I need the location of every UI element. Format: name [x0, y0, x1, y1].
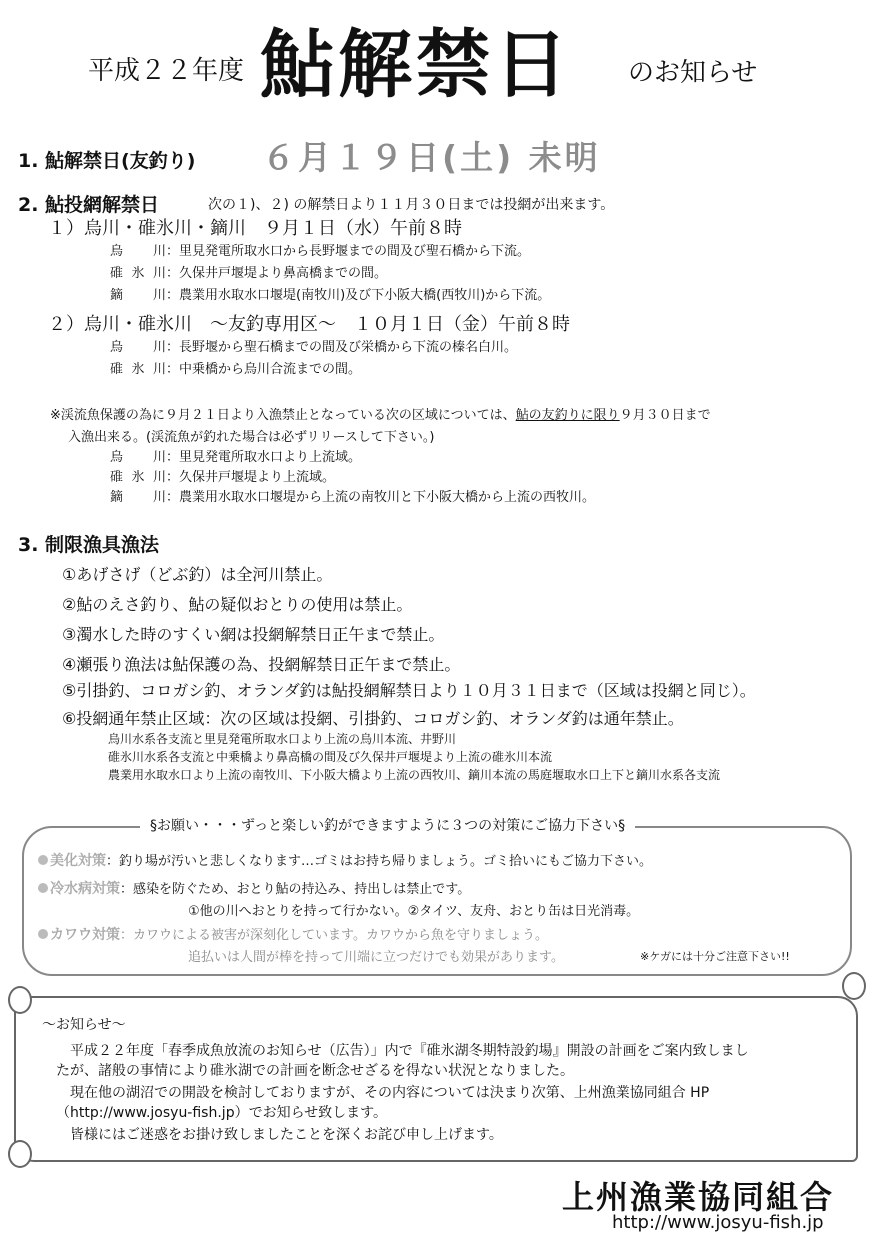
section1-heading: 1. 鮎解禁日(友釣り): [18, 150, 196, 172]
org-name: 上州漁業協同組合: [562, 1178, 835, 1216]
period2-row: 烏 川：長野堰から聖石橋までの間及び栄橋から下流の榛名白川。: [110, 340, 518, 355]
info-line: 現在他の湖沼での開設を検討しておりますが、その内容については決まり次第、上州漁業協同組合 HP: [70, 1085, 710, 1101]
area-line: 烏川水系各支流と里見発電所取水口より上流の烏川本流、井野川: [108, 732, 457, 746]
notice-row: 碓氷川：久保井戸堰堤より上流域。: [110, 470, 336, 485]
title-prefix: 平成２２年度: [88, 56, 245, 86]
title-suffix: のお知らせ: [628, 58, 758, 88]
rule-item: ①あげさげ（どぶ釣）は全河川禁止。: [62, 565, 333, 584]
bullet-icon: [38, 883, 48, 893]
scroll-curl-icon: [842, 972, 866, 1000]
request-line: ①他の川へおとりを持って行かない。②タイツ、友舟、おとり缶は日光消毒。: [188, 904, 640, 919]
period1-row: 鏑 川：農業用水取水口堰堤(南牧川)及び下小阪大橋(西牧川)から下流。: [110, 288, 551, 303]
scroll-curl-icon: [8, 1140, 32, 1168]
info-line: 平成２２年度「春季成魚放流のお知らせ（広告）」内で『碓氷湖冬期特設釣場』開設の計画をご案内致しまし: [70, 1043, 749, 1059]
section1-date: ６月１９日(土) 未明: [262, 138, 601, 177]
rule-item: ⑥投網通年禁止区域：次の区域は投網、引掛釣、コロガシ釣、オランダ釣は通年禁止。: [62, 709, 684, 728]
area-line: 農業用水取水口より上流の南牧川、下小阪大橋より上流の西牧川、鏑川本流の馬庭堰取水口上下と鏑川水系各支流: [108, 768, 721, 782]
period1-row: 碓氷川：久保井戸堰堤より鼻高橋までの間。: [110, 266, 388, 281]
section2-heading: 2. 鮎投網解禁日: [18, 194, 160, 216]
period1-heading: １）烏川・碓氷川・鏑川 ９月１日（水）午前８時: [48, 218, 462, 239]
info-title: ～お知らせ～: [42, 1017, 126, 1033]
page-title: 鮎解禁日: [260, 22, 572, 108]
rule-item: ③濁水した時のすくい網は投網解禁日正午まで禁止。: [62, 625, 445, 644]
section2-note: 次の１)、２) の解禁日より１１月３０日までは投網が出来ます。: [208, 197, 615, 213]
rule-item: ⑤引掛釣、コロガシ釣、オランダ釣は鮎投網解禁日より１０月３１日まで（区域は投網と同じ）。: [62, 681, 756, 700]
notice-row: 鏑 川：農業用水取水口堰堤から上流の南牧川と下小阪大橋から上流の西牧川。: [110, 490, 596, 505]
info-line: たが、諸般の事情により碓氷湖での計画を断念せざるを得ない状況となりました。: [56, 1063, 574, 1079]
rule-item: ②鮎のえさ釣り、鮎の疑似おとりの使用は禁止。: [62, 595, 413, 614]
info-line: 皆様にはご迷惑をお掛け致しましたことを深くお詫び申し上げます。: [70, 1127, 503, 1143]
notice-line: ※渓流魚保護の為に９月２１日より入漁禁止となっている次の区域については、鮎の友釣りに限り９月３０日まで: [50, 408, 711, 423]
section3-heading: 3. 制限漁具漁法: [18, 534, 160, 556]
bullet-icon: [38, 929, 48, 939]
request-line: 追払いは人間が棒を持って川端に立つだけでも効果があります。: [188, 950, 564, 965]
bullet-icon: [38, 855, 48, 865]
request-item-reisui: 冷水病対策：感染を防ぐため、おとり鮎の持込み、持出しは禁止です。: [38, 878, 470, 898]
period1-row: 烏 川：里見発電所取水口から長野堰までの間及び聖石橋から下流。: [110, 244, 531, 259]
notice-row: 烏 川：里見発電所取水口より上流域。: [110, 450, 362, 465]
rule-item: ④瀬張り漁法は鮎保護の為、投網解禁日正午まで禁止。: [62, 655, 461, 674]
period2-heading: ２）烏川・碓氷川 ～友釣専用区～ １０月１日（金）午前８時: [48, 314, 570, 335]
request-item-bika: 美化対策：釣り場が汚いと悲しくなります…ゴミはお持ち帰りましょう。ゴミ拾いにもご協力下さい。: [38, 850, 652, 870]
org-url[interactable]: http://www.josyu-fish.jp: [612, 1212, 824, 1233]
area-line: 碓氷川水系各支流と中乗橋より鼻高橋の間及び久保井戸堰堤より上流の碓氷川本流: [108, 750, 553, 764]
period2-row: 碓氷川：中乗橋から烏川合流までの間。: [110, 362, 362, 377]
request-item-kawau: カワウ対策：カワウによる被害が深刻化しています。カワウから魚を守りましょう。: [38, 924, 548, 944]
scroll-curl-icon: [8, 986, 32, 1014]
info-line: （http://www.josyu-fish.jp）でお知らせ致します。: [56, 1105, 388, 1121]
request-title: §お願い・・・ずっと楽しい釣ができますように３つの対策にご協力下さい§: [140, 815, 635, 835]
notice-line: 入漁出来る。(渓流魚が釣れた場合は必ずリリースして下さい。): [68, 430, 435, 445]
caution-note: ※ケガには十分ご注意下さい!!: [640, 950, 790, 963]
